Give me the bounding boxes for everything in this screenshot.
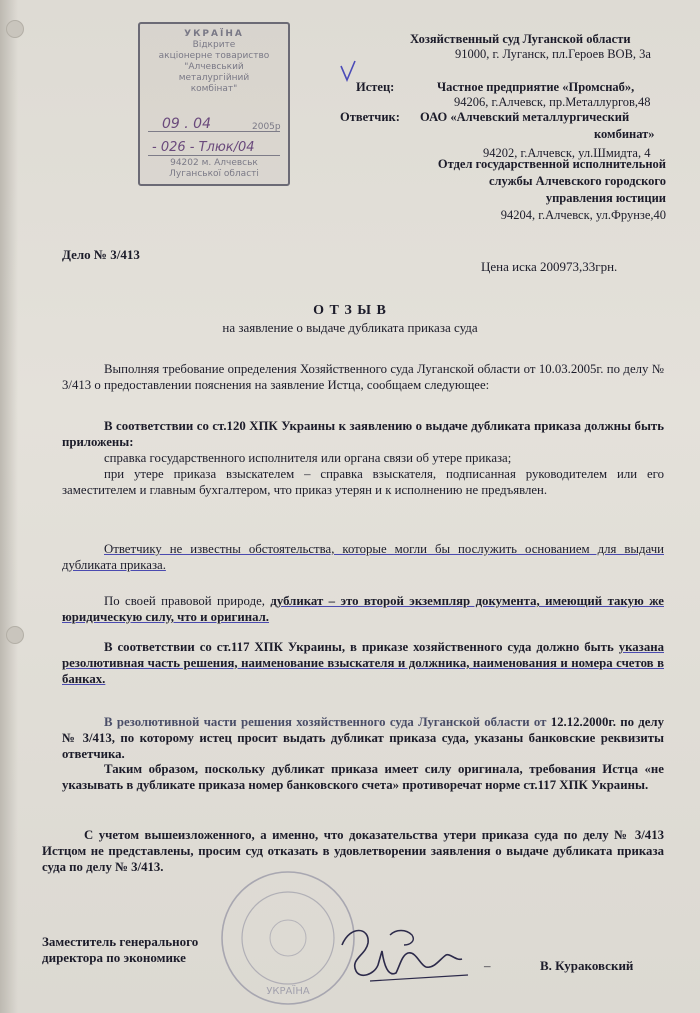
signer-position: Заместитель генерального [42,934,199,949]
seal-text: УКРАЇНА [266,986,310,997]
stamp-date: 09 . 04 [162,116,211,132]
page-shadow-edge [0,0,18,1013]
stamp-line: акціонерне товариство [158,51,270,61]
paragraph-text: Ответчику не известны обстоятельства, которые могли бы послужить основанием для выдачи дубликата приказа. [62,542,664,572]
document-subtitle: на заявление о выдаче дубликата приказа суда [222,320,478,335]
paragraph-text: С учетом вышеизложенного, а именно, что доказательства утери приказа суда по делу № 3/413 Истцом не представлены, просим суд отказать в удовлетворении заявления о выдаче дубликата приказа суда по делу № 3/413. [42,828,664,874]
paragraph [62,542,664,574]
document-title: О Т З Ы В [313,303,387,318]
stamp-rule [148,155,280,156]
stamp-year: 2005р [252,122,281,132]
stamp-city: 94202 м. Алчевськ [170,158,258,168]
signer-name: В. Кураковский [540,958,634,973]
incoming-stamp [138,22,290,186]
paragraph-text: В резолютивной части решения хозяйственного суда Луганской области от [104,715,551,729]
paragraph [62,762,664,794]
checkmark-icon [339,60,357,82]
court-name: Хозяйственный суд Луганской области [410,32,631,46]
plaintiff-name: Частное предприятие «Промснаб», [437,80,635,94]
paragraph-text: Таким образом, поскольку дубликат приказа имеет силу оригинала, требования Истца «не указывать в дубликате приказа номер банковского счета» противоречат норме ст.117 ХПК Украины. [62,762,664,792]
punch-hole [6,20,24,38]
paragraph-text: по делу № 3/413, по которому [62,715,664,745]
list-item-text: справка государственного исполнителя или органа связи об утере приказа; [104,451,512,465]
stamp-line: УКРАЇНА [184,29,244,39]
paragraph-text-emphasis: истец просит [199,730,278,745]
plaintiff-label: Истец: [356,80,395,94]
third-party-address: 94204, г.Алчевск, ул.Фрунзе,40 [500,208,666,222]
paragraph [62,594,664,626]
paragraph [62,362,664,394]
defendant-label: Ответчик: [340,110,400,124]
case-number: Дело № 3/413 [62,247,140,262]
paragraph [62,419,664,451]
paragraph [62,715,664,762]
signer-position: директора по экономике [42,950,186,965]
stamp-line: комбінат" [190,84,238,94]
signature-dash: – [484,958,491,973]
defendant-address: 94202, г.Алчевск, ул.Шмидта, 4 [483,146,651,160]
paragraph-text: выдать дубликат приказа суда, указаны банковские реквизиты ответчика. [62,730,665,761]
third-party-line: службы Алчевского городского [488,174,666,188]
paragraph-text: В соответствии со ст.120 ХПК Украины к заявлению о выдаче дубликата приказа должны быть приложены: [62,419,664,449]
list-item [104,451,664,467]
signature-icon [330,915,480,990]
paragraph-text: По своей правовой природе, [104,594,271,608]
punch-hole [6,626,24,644]
paragraph-date: 12.12.2000г. [550,715,616,729]
court-address: 91000, г. Луганск, пл.Героев ВОВ, 3а [455,47,651,61]
defendant-name: ОАО «Алчевский металлургический [420,110,630,124]
paragraph-text-emphasis: дубликат – это второй экземпляр документа, имеющий такую же юридическую силу, что и оригинал. [62,594,664,624]
stamp-number: - 026 - Тлюк/04 [152,140,255,155]
stamp-region: Луганської області [169,169,259,179]
paragraph-text-emphasis: указана резолютивная часть решения, наименование взыскателя и должника, наименования и номера счетов в банках. [62,640,664,686]
defendant-name-cont: комбинат» [594,127,655,141]
paragraph-text: В соответствии со ст.117 ХПК Украины, в приказе хозяйственного суда должно быть [104,640,619,654]
paragraph [62,640,664,687]
list-item [62,467,664,499]
paragraph-text: Выполняя требование определения Хозяйственного суда Луганской области от 10.03.2005г. по делу № 3/413 о предоставлении пояснения на заявление Истца, сообщаем следующее: [62,362,664,392]
stamp-line: Відкрите [192,40,236,50]
stamp-line: металургійний [178,73,250,83]
third-party-line: управления юстиции [545,191,666,205]
list-item-text: при утере приказа взыскателем – справка взыскателя, подписанная руководителем или его заместителем и главным бухгалтером, что приказ утерян и к исполнению не предъявлен. [62,467,664,497]
claim-amount: Цена иска 200973,33грн. [481,259,618,274]
third-party-line: Отдел государственной исполнительной [437,157,666,171]
stamp-line: "Алчевський [184,62,244,72]
plaintiff-address: 94206, г.Алчевск, пр.Металлургов,48 [454,95,651,109]
